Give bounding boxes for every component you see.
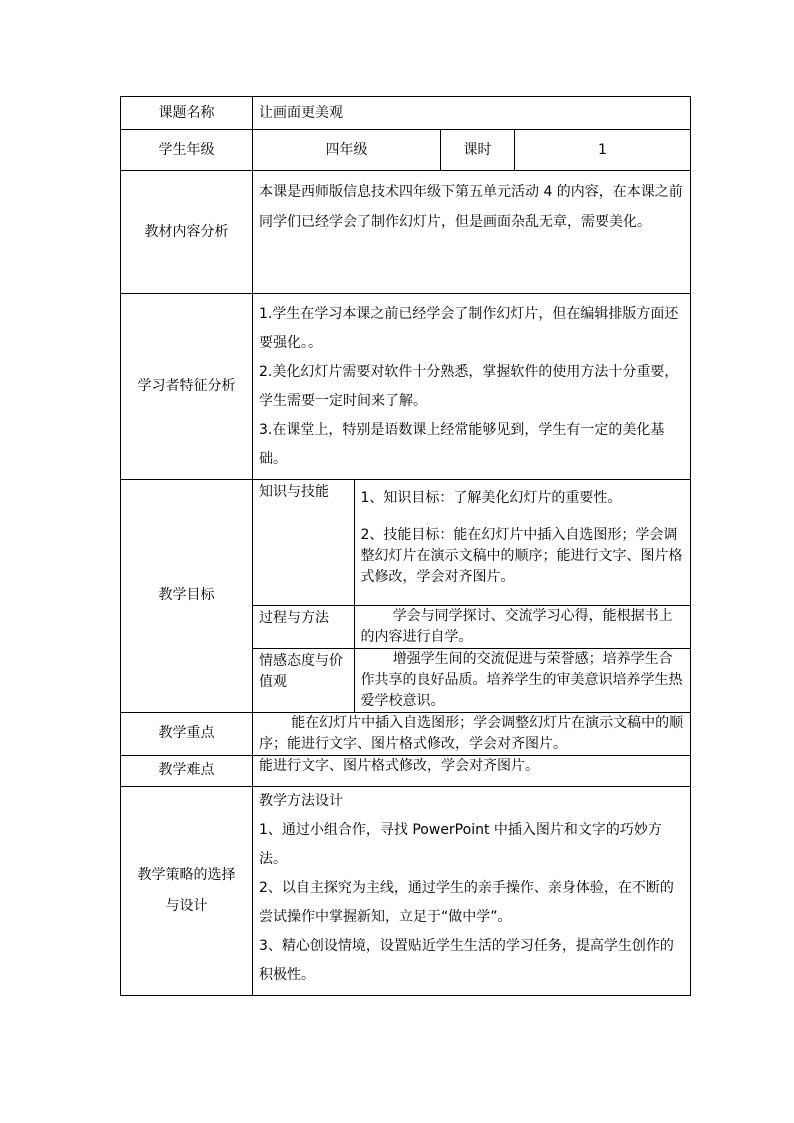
teaching-goals-label: 教学目标: [121, 480, 253, 713]
teaching-strategy-heading: 教学方法设计: [259, 792, 343, 809]
goals-subtable: [253, 480, 690, 712]
row-teaching-difficulty: [121, 755, 691, 786]
row-grade: [121, 130, 691, 171]
row-teaching-strategy: [121, 786, 691, 995]
strategy-item-3: 3、精心创设情境，设置贴近学生生活的学习任务，提高学生创作的积极性。: [259, 937, 674, 983]
period-label: 课时: [441, 130, 515, 171]
teaching-strategy-label-line2: 与设计: [165, 897, 208, 914]
emotion-value-label: 情感态度与价值观: [253, 648, 354, 712]
lesson-plan-table: [120, 96, 691, 996]
teaching-focus-text: 能在幻灯片中插入自选图形；学会调整幻灯片在演示文稿中的顺序；能进行文字、图片格式修改，学会对齐图片。: [253, 712, 691, 755]
teaching-difficulty-label: 教学难点: [121, 755, 253, 786]
grade-value: 四年级: [253, 130, 441, 171]
process-method-text: 学会与同学探讨、交流学习心得，能根据书上的内容进行自学。: [354, 605, 690, 648]
row-teaching-goals: [121, 480, 691, 713]
knowledge-goal-2: 2、技能目标：能在幻灯片中插入自选图形；学会调整幻灯片在演示文稿中的顺序；能进行文字、图片格式修改，学会对齐图片。: [360, 527, 683, 585]
learner-analysis-label: 学习者特征分析: [121, 294, 253, 480]
grade-label: 学生年级: [121, 130, 253, 171]
content-analysis-label: 教材内容分析: [121, 171, 253, 294]
knowledge-skill-label: 知识与技能: [253, 480, 354, 605]
lesson-title-label: 课题名称: [121, 97, 253, 130]
teaching-difficulty-text: 能进行文字、图片格式修改，学会对齐图片。: [253, 755, 691, 786]
learner-item-3: 3.在课堂上，特别是语数课上经常能够见到，学生有一定的美化基础。: [259, 422, 665, 467]
row-lesson-title: [121, 97, 691, 130]
row-content-analysis: [121, 171, 691, 294]
learner-item-2: 2.美化幻灯片需要对软件十分熟悉，掌握软件的使用方法十分重要，学生需要一定时间来了解。: [259, 364, 679, 409]
emotion-value-text: 增强学生间的交流促进与荣誉感；培养学生合作共享的良好品质。培养学生的审美意识培养学生热爱学校意识。: [354, 648, 690, 712]
content-analysis-text: 本课是西师版信息技术四年级下第五单元活动 4 的内容，在本课之前同学们已经学会了制作幻灯片，但是画面杂乱无章，需要美化。: [259, 184, 683, 230]
lesson-title-value: 让画面更美观: [253, 97, 691, 130]
strategy-item-1: 1、通过小组合作，寻找 PowerPoint 中插入图片和文字的巧妙方法。: [259, 821, 662, 867]
row-teaching-focus: [121, 712, 691, 755]
period-value: 1: [515, 130, 691, 171]
learner-item-1: 1.学生在学习本课之前已经学会了制作幻灯片，但在编辑排版方面还要强化。。: [259, 306, 679, 351]
row-learner-analysis: [121, 294, 691, 480]
process-method-label: 过程与方法: [253, 605, 354, 648]
teaching-strategy-label-line1: 教学策略的选择: [137, 866, 236, 883]
teaching-focus-label: 教学重点: [121, 712, 253, 755]
knowledge-goal-1: 1、知识目标：了解美化幻灯片的重要性。: [360, 490, 622, 506]
strategy-item-2: 2、以自主探究为主线，通过学生的亲手操作、亲身体验，在不断的尝试操作中掌握新知，立足于“做中学”。: [259, 879, 674, 925]
